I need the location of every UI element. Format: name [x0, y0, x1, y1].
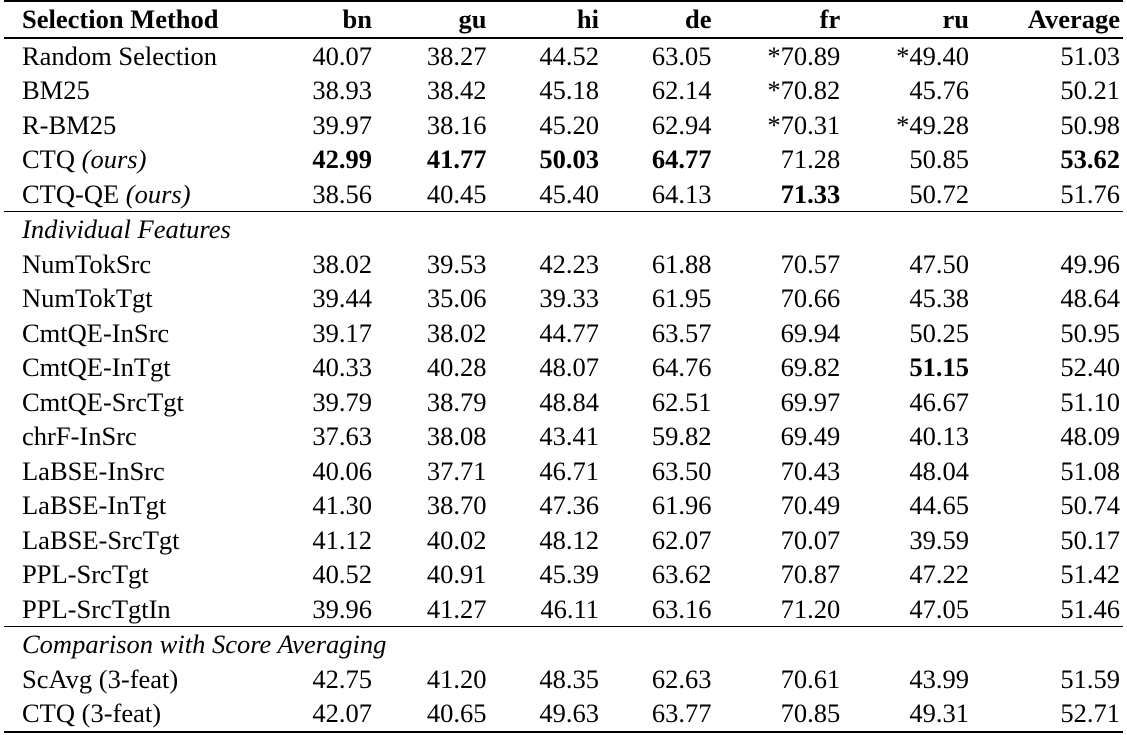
value-cell: 51.08 — [1060, 455, 1120, 486]
section-header-row — [4, 212, 1123, 247]
value-cell: *49.28 — [896, 109, 969, 140]
table-row — [4, 350, 1123, 385]
method-name: LaBSE-InSrc — [22, 455, 165, 486]
value-cell: 45.20 — [539, 109, 599, 140]
value-cell: 40.52 — [312, 559, 372, 589]
value-cell: 48.35 — [539, 663, 599, 694]
value-cell: 46.71 — [539, 455, 599, 486]
method-name: NumTokSrc — [22, 248, 152, 279]
method-cell — [4, 350, 268, 385]
value-cell: 42.99 — [312, 144, 372, 174]
value-cell: 62.51 — [651, 386, 712, 417]
value-cell: 71.28 — [780, 144, 841, 174]
method-name: PPL-SrcTgt — [22, 559, 149, 589]
value-cell: 40.91 — [426, 559, 487, 589]
value-cell: 63.05 — [651, 40, 712, 71]
value-cell: 63.77 — [651, 698, 712, 728]
header-fr: fr — [819, 4, 841, 34]
value-cell: 63.62 — [651, 559, 712, 589]
value-cell: 44.65 — [909, 490, 969, 520]
method-cell — [4, 38, 268, 74]
value-cell: 50.03 — [539, 144, 599, 174]
method-cell — [4, 177, 268, 212]
table-header — [4, 1, 1123, 38]
table-row — [4, 385, 1123, 420]
method-name: chrF-InSrc — [22, 421, 137, 451]
value-cell: 61.95 — [651, 283, 712, 313]
value-cell: 37.63 — [312, 421, 372, 451]
method-cell — [4, 592, 268, 627]
section-title: Individual Features — [22, 214, 231, 244]
value-cell: 70.07 — [780, 524, 841, 555]
value-cell: 48.84 — [539, 386, 599, 417]
value-cell: 71.20 — [780, 593, 841, 624]
header-ru: ru — [942, 4, 969, 34]
header-gu: gu — [458, 4, 487, 34]
value-cell: 64.13 — [651, 178, 712, 209]
value-cell: 42.07 — [312, 698, 372, 728]
section-header-row — [4, 627, 1123, 662]
table-row — [4, 592, 1123, 627]
value-cell: 47.36 — [539, 490, 599, 520]
value-cell: 51.03 — [1060, 40, 1120, 71]
value-cell: 41.20 — [426, 663, 487, 694]
method-cell — [4, 73, 268, 108]
value-cell: 41.77 — [426, 144, 487, 174]
value-cell: *70.89 — [767, 40, 841, 71]
method-cell — [4, 316, 268, 351]
value-cell: 69.82 — [780, 352, 841, 382]
method-cell — [4, 247, 268, 282]
value-cell: 70.57 — [780, 248, 841, 279]
value-cell: *70.82 — [767, 75, 841, 105]
header-selection-method: Selection Method — [22, 4, 219, 34]
value-cell: 50.74 — [1060, 490, 1120, 520]
value-cell: 48.12 — [539, 524, 599, 555]
value-cell: 70.87 — [780, 559, 841, 589]
value-cell: 37.71 — [426, 455, 487, 486]
value-cell: 39.97 — [312, 109, 372, 140]
value-cell: 62.14 — [651, 75, 712, 105]
value-cell: 62.94 — [651, 109, 712, 140]
value-cell: 38.79 — [426, 386, 487, 417]
method-cell — [4, 488, 268, 523]
method-cell — [4, 419, 268, 454]
value-cell: 69.49 — [780, 421, 841, 451]
value-cell: 63.16 — [651, 593, 712, 624]
method-name: PPL-SrcTgtIn — [22, 593, 171, 624]
value-cell: 70.49 — [780, 490, 841, 520]
value-cell: 40.13 — [909, 421, 969, 451]
value-cell: 70.61 — [780, 663, 841, 694]
value-cell: 40.06 — [312, 455, 372, 486]
value-cell: 51.42 — [1060, 559, 1120, 589]
value-cell: 51.76 — [1060, 178, 1120, 209]
method-name: BM25 — [22, 75, 90, 105]
value-cell: 50.98 — [1060, 109, 1120, 140]
value-cell: 41.30 — [312, 490, 372, 520]
method-name: LaBSE-SrcTgt — [22, 524, 180, 555]
value-cell: 51.59 — [1060, 663, 1120, 694]
value-cell: 39.53 — [426, 248, 487, 279]
method-cell — [4, 557, 268, 592]
value-cell: 51.10 — [1060, 386, 1120, 417]
method-cell — [4, 662, 268, 697]
value-cell: 40.07 — [312, 40, 372, 71]
value-cell: 53.62 — [1060, 144, 1120, 174]
table-row — [4, 523, 1123, 558]
table-row — [4, 177, 1123, 212]
value-cell: *49.40 — [896, 40, 969, 71]
table-row — [4, 247, 1123, 282]
value-cell: 50.21 — [1060, 75, 1120, 105]
value-cell: 38.70 — [426, 490, 487, 520]
value-cell: 38.56 — [312, 178, 372, 209]
value-cell: 39.33 — [539, 283, 599, 313]
value-cell: 47.05 — [909, 593, 969, 624]
value-cell: 50.95 — [1060, 317, 1120, 348]
value-cell: 52.40 — [1060, 352, 1120, 382]
method-name: CmtQE-SrcTgt — [22, 386, 184, 417]
value-cell: 39.96 — [312, 593, 372, 624]
method-name: CTQ-QE — [22, 178, 120, 209]
value-cell: 71.33 — [780, 178, 841, 209]
method-name: CmtQE-InSrc — [22, 317, 170, 348]
value-cell: 45.38 — [909, 283, 969, 313]
value-cell: 50.17 — [1060, 524, 1120, 555]
value-cell: 43.41 — [539, 421, 599, 451]
value-cell: 40.65 — [426, 698, 487, 728]
value-cell: 70.43 — [780, 455, 841, 486]
value-cell: 46.67 — [909, 386, 969, 417]
table-row — [4, 662, 1123, 697]
value-cell: 42.75 — [312, 663, 372, 694]
method-suffix: (ours) — [125, 178, 191, 209]
table-row — [4, 454, 1123, 489]
results-table — [4, 0, 1123, 733]
value-cell: 52.71 — [1060, 698, 1120, 728]
table-row — [4, 142, 1123, 177]
value-cell: 49.96 — [1060, 248, 1120, 279]
value-cell: 38.02 — [426, 317, 487, 348]
value-cell: 69.94 — [780, 317, 841, 348]
value-cell: 40.28 — [426, 352, 487, 382]
value-cell: 70.85 — [780, 698, 841, 728]
method-name: CTQ — [22, 144, 75, 174]
table-row — [4, 38, 1123, 74]
table-row — [4, 73, 1123, 108]
value-cell: 45.40 — [539, 178, 599, 209]
value-cell: 44.52 — [539, 40, 599, 71]
method-suffix: (ours) — [81, 144, 147, 174]
value-cell: 49.31 — [909, 698, 969, 728]
value-cell: 38.08 — [426, 421, 487, 451]
value-cell: 42.23 — [539, 248, 599, 279]
value-cell: 48.04 — [909, 455, 969, 486]
table-row — [4, 316, 1123, 351]
value-cell: 38.16 — [426, 109, 487, 140]
value-cell: 62.07 — [651, 524, 712, 555]
method-cell — [4, 142, 268, 177]
value-cell: 35.06 — [426, 283, 487, 313]
value-cell: 50.85 — [909, 144, 969, 174]
table-body — [4, 38, 1123, 732]
table-row — [4, 488, 1123, 523]
header-bn: bn — [342, 4, 372, 34]
value-cell: 45.76 — [909, 75, 969, 105]
method-cell — [4, 108, 268, 143]
value-cell: 50.72 — [909, 178, 969, 209]
value-cell: 48.09 — [1060, 421, 1120, 451]
value-cell: 39.59 — [909, 524, 969, 555]
value-cell: 64.76 — [651, 352, 712, 382]
method-name: Random Selection — [22, 40, 218, 71]
value-cell: 41.27 — [426, 593, 487, 624]
value-cell: 64.77 — [651, 144, 712, 174]
value-cell: 48.07 — [539, 352, 599, 382]
method-cell — [4, 281, 268, 316]
method-cell — [4, 523, 268, 558]
value-cell: 44.77 — [539, 317, 599, 348]
method-name: R-BM25 — [22, 109, 117, 140]
value-cell: 40.02 — [426, 524, 487, 555]
value-cell: 70.66 — [780, 283, 841, 313]
value-cell: 38.27 — [426, 40, 487, 71]
value-cell: 62.63 — [651, 663, 712, 694]
value-cell: 39.44 — [312, 283, 372, 313]
method-cell — [4, 454, 268, 489]
value-cell: 39.79 — [312, 386, 372, 417]
header-row — [4, 1, 1123, 38]
value-cell: 48.64 — [1060, 283, 1120, 313]
value-cell: 49.63 — [539, 698, 599, 728]
value-cell: 63.57 — [651, 317, 712, 348]
method-cell — [4, 385, 268, 420]
value-cell: 45.18 — [539, 75, 599, 105]
method-name: LaBSE-InTgt — [22, 490, 167, 520]
table-row — [4, 696, 1123, 732]
value-cell: 61.96 — [651, 490, 712, 520]
header-hi: hi — [576, 4, 599, 34]
value-cell: 41.12 — [312, 524, 372, 555]
method-name: ScAvg (3-feat) — [22, 663, 179, 694]
results-table-container — [4, 0, 1123, 733]
value-cell: 39.17 — [312, 317, 372, 348]
table-row — [4, 108, 1123, 143]
header-average: Average — [1027, 4, 1120, 34]
value-cell: 43.99 — [909, 663, 969, 694]
value-cell: 51.15 — [909, 352, 969, 382]
value-cell: 40.45 — [426, 178, 487, 209]
value-cell: 47.22 — [909, 559, 969, 589]
value-cell: 47.50 — [909, 248, 969, 279]
value-cell: *70.31 — [767, 109, 841, 140]
value-cell: 38.02 — [312, 248, 372, 279]
section-title: Comparison with Score Averaging — [22, 629, 387, 659]
table-row — [4, 419, 1123, 454]
value-cell: 51.46 — [1060, 593, 1120, 624]
value-cell: 46.11 — [540, 593, 599, 624]
value-cell: 69.97 — [780, 386, 841, 417]
value-cell: 38.42 — [426, 75, 487, 105]
value-cell: 50.25 — [909, 317, 969, 348]
value-cell: 63.50 — [651, 455, 712, 486]
value-cell: 40.33 — [312, 352, 372, 382]
method-name: NumTokTgt — [22, 283, 153, 313]
value-cell: 59.82 — [651, 421, 712, 451]
method-name: CmtQE-InTgt — [22, 352, 171, 382]
method-name: CTQ (3-feat) — [22, 698, 162, 728]
value-cell: 61.88 — [651, 248, 712, 279]
table-row — [4, 281, 1123, 316]
header-de: de — [685, 4, 712, 34]
value-cell: 38.93 — [312, 75, 372, 105]
table-row — [4, 557, 1123, 592]
value-cell: 45.39 — [539, 559, 599, 589]
method-cell — [4, 696, 268, 732]
